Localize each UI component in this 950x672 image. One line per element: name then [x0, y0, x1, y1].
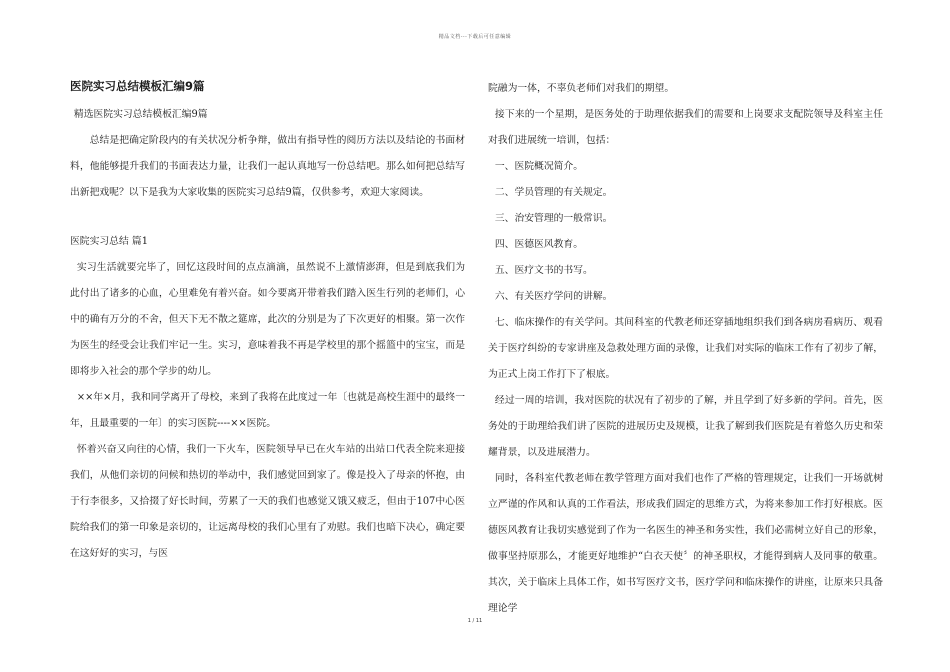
body-paragraph: 怀着兴奋又向往的心情，我们一下火车，医院领导早已在火车站的出站口代表全院来迎接我们，从他们亲切的问候和热切的举动中，我们感觉回到家了。像是投入了母亲的怀抱，由于行李很多，又拾掇了好长时间，劳累了一天的我们也感觉又饿又疲乏，但由于107中心医院给我们的第一印象是亲切的，让远离母校的我们心里有了劝慰。我们也暗下决心，确定要在这好好的实习，与医	[70, 444, 465, 559]
page-number: 1 / 11	[467, 618, 483, 624]
list-item: 二、学员管理的有关规定。	[494, 187, 613, 198]
document-title: 医院实习总结模板汇编9篇	[70, 79, 205, 93]
body-paragraph: 七、临床操作的有关学问。其间科室的代教老师还穿插地组织我们到各病房看病历、观看关于医疗纠纷的专家讲座及急救处理方面的录像，让我们对实际的临床工作有了初步了解，为正式上岗工作打下了根底。	[488, 317, 883, 380]
body-paragraph: 经过一周的培训，我对医院的状况有了初步的了解，并且学到了好多新的学问。首先，医务处的于助理给我们讲了医院的进展历史及规模，让我了解到我们医院是有着悠久历史和荣耀背景，以及进展潜力。	[488, 395, 883, 458]
body-paragraph: ××年×月，我和同学离开了母校，来到了我将在此度过一年〔也就是高校生涯中的最终一年，且最重要的一年〕的实习医院----××医院。	[70, 392, 465, 429]
list-item: 三、治安管理的一般常识。	[494, 213, 613, 224]
list-item: 五、医疗文书的书写。	[494, 265, 593, 276]
body-paragraph: 院融为一体，不辜负老师们对我们的期望。	[488, 83, 675, 94]
right-column	[488, 76, 883, 622]
subtitle: 精选医院实习总结模板汇编9篇	[73, 109, 208, 120]
list-item: 一、医院概况简介。	[494, 161, 584, 172]
body-paragraph: 实习生活就要完毕了，回忆这段时间的点点滴滴，虽然说不上激情澎湃，但是到底我们为此付出了诸多的心血，心里难免有着兴奋。如今要离开带着我们踏入医生行列的老师们，心中的确有万分的不舍，但天下无不散之筵席，此次的分别是为了下次更好的相聚。第一次作为医生的经受会让我们牢记一生。实习，意味着我不再是学校里的那个摇篮中的宝宝，而是即将步入社会的那个学步的幼儿。	[70, 262, 465, 377]
body-paragraph: 接下来的一个星期，是医务处的于助理依据我们的需要和上岗要求支配院领导及科室主任对我们进展统一培训，包括：	[488, 109, 883, 146]
left-column	[70, 76, 465, 567]
section-heading: 医院实习总结 篇1	[70, 236, 148, 247]
list-item: 四、医德医风教育。	[494, 239, 584, 250]
body-paragraph: 同时，各科室代教老师在教学管理方面对我们也作了严格的管理规定，让我们一开场就树立严谨的作风和认真的工作看法，形成我们固定的思维方式，为将来参加工作打好根底。医德医风教育让我切实感觉到了作为一名医生的神圣和务实性，我们必需树立好自己的形象，做事坚持原那么，才能更好地维护“白衣天使〞的神圣职权，才能得到病人及同事的敬重。其次，关于临床上具体工作，如书写医疗文书，医疗学问和临床操作的讲座，让原来只具备理论学	[488, 473, 883, 614]
list-item: 六、有关医疗学问的讲解。	[494, 291, 613, 302]
page-header: 精品文档---下载后可任意编辑	[438, 34, 512, 40]
intro-paragraph: 总结是把确定阶段内的有关状况分析争辩，做出有指导性的阅历方法以及结论的书面材料，他能够提升我们的书面表达力量，让我们一起认真地写一份总结吧。那么如何把总结写出新把戏呢？以下是我为大家收集的医院实习总结9篇，仅供参考，欢迎大家阅读。	[70, 135, 465, 198]
